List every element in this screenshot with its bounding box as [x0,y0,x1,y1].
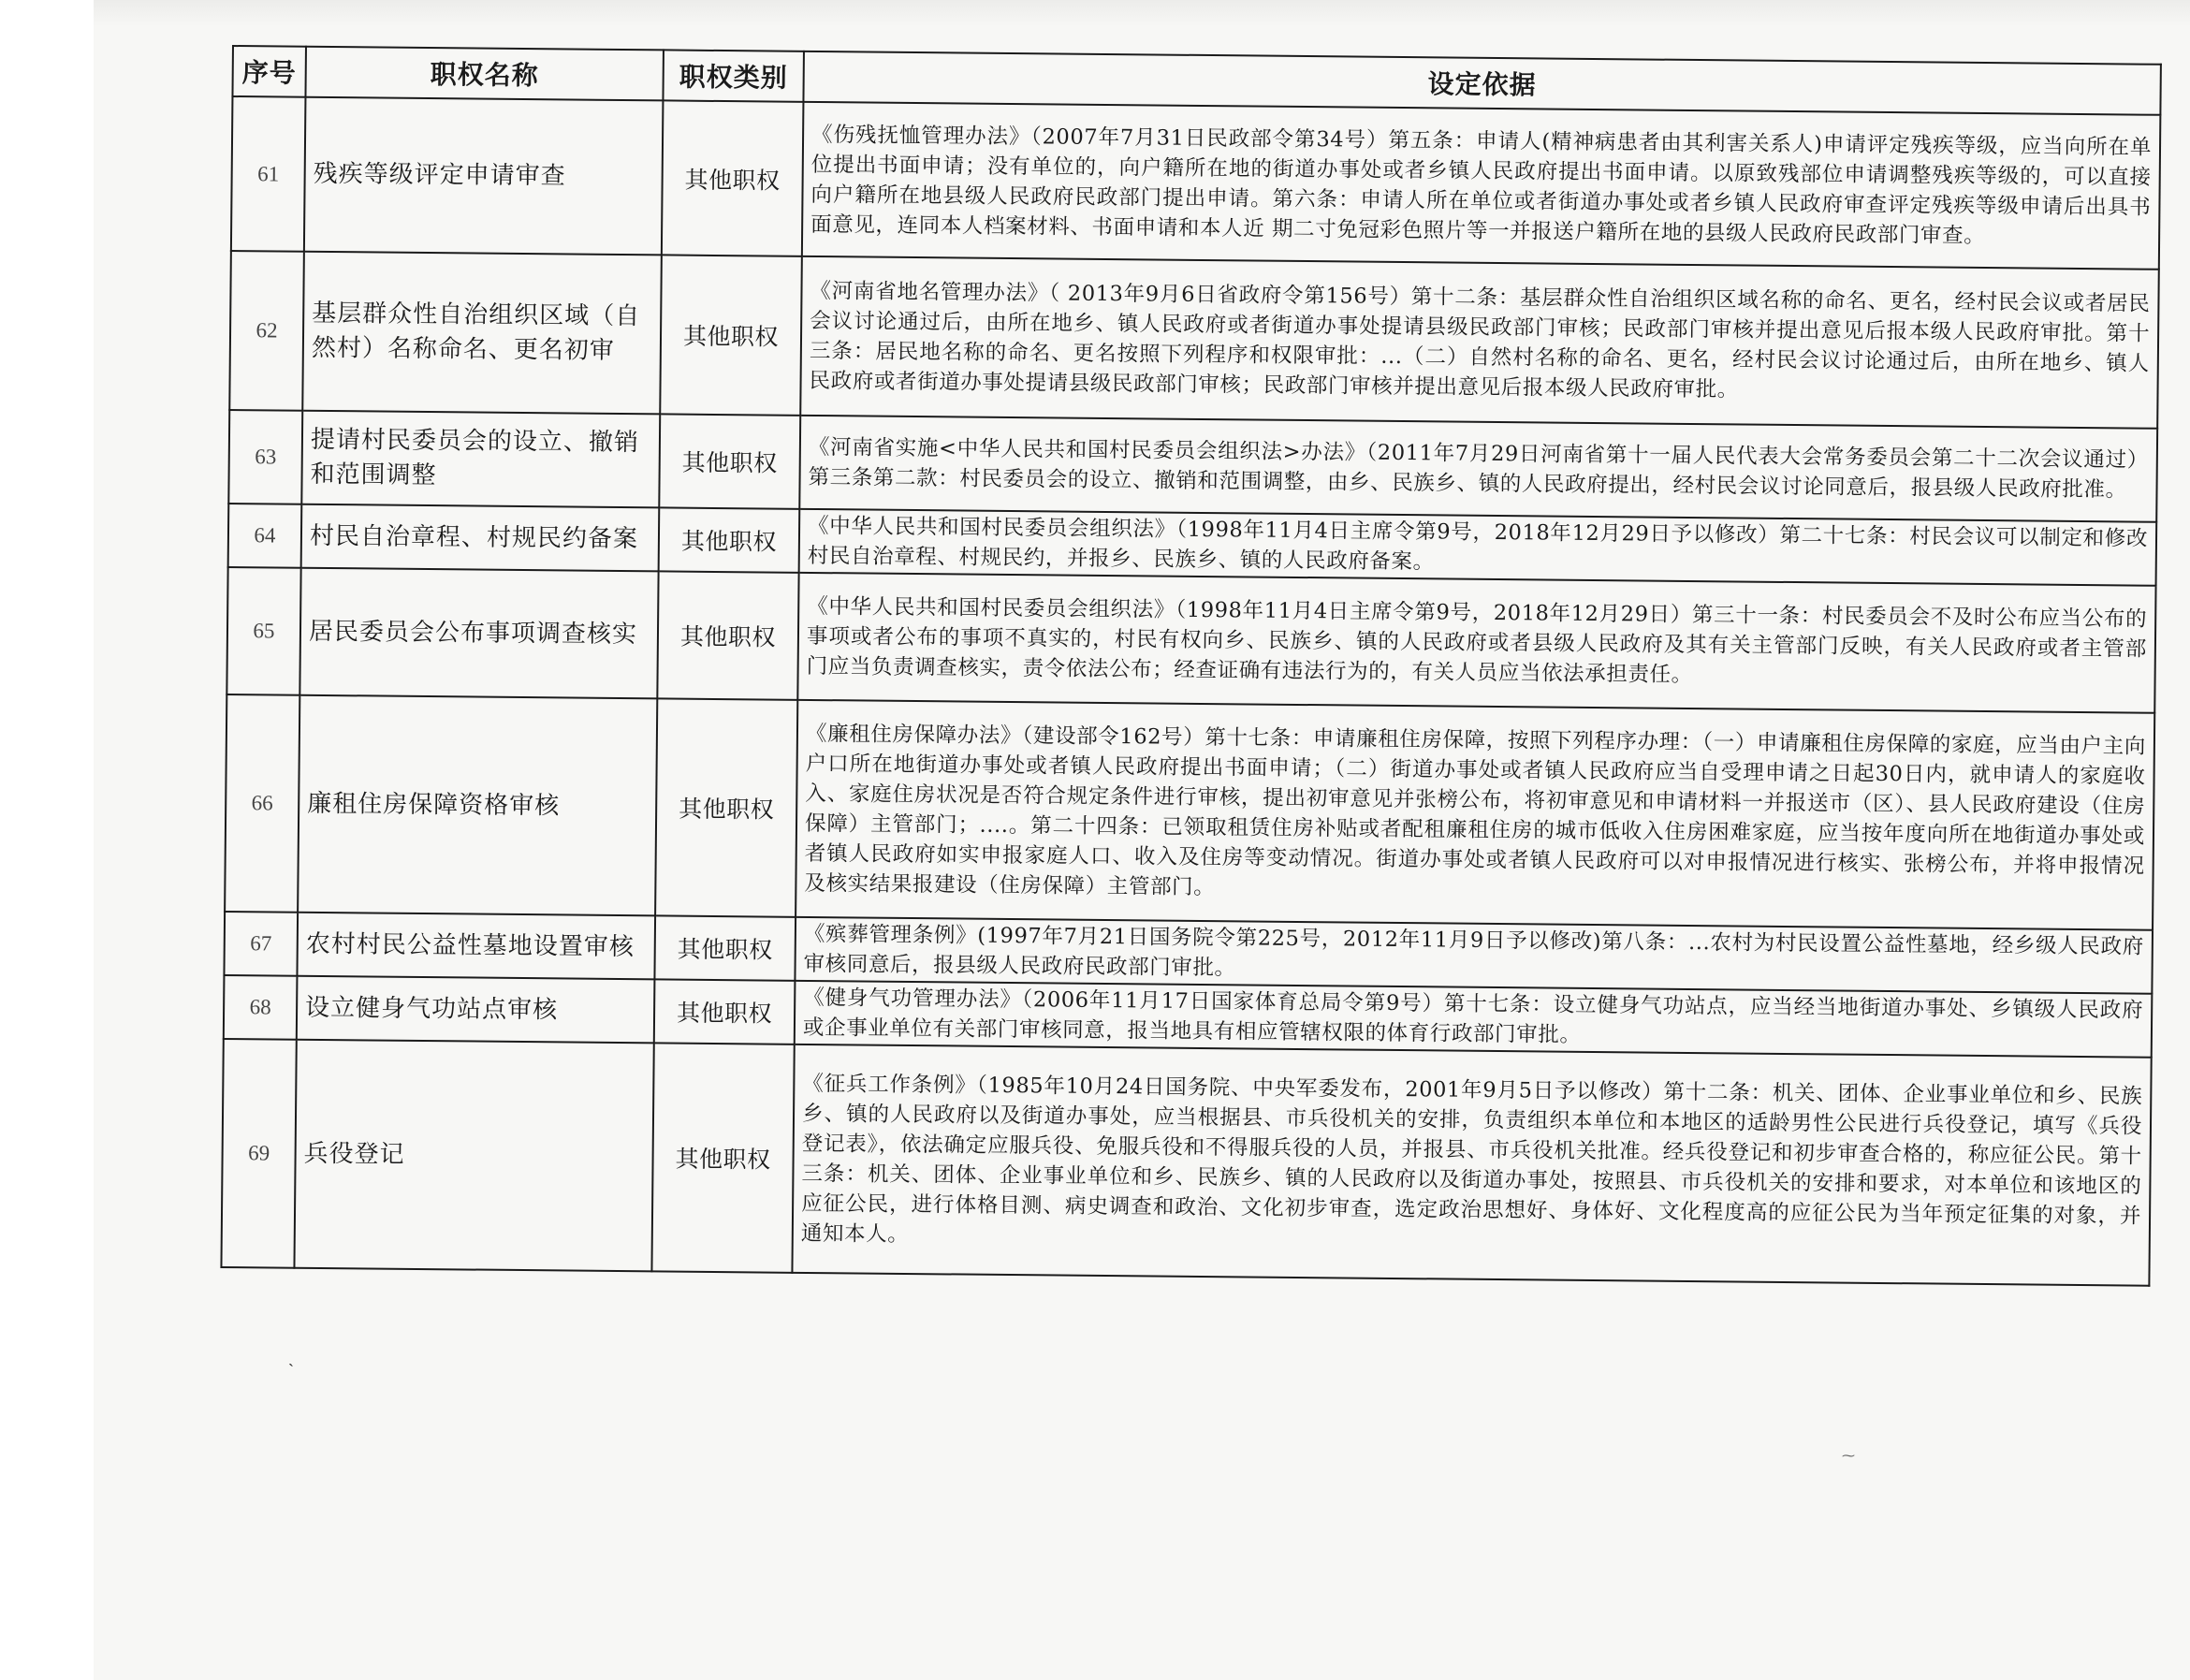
row-name: 提请村民委员会的设立、撤销和范围调整 [301,411,660,508]
row-type: 其他职权 [654,979,796,1044]
table-row [226,567,2155,713]
header-no: 序号 [232,46,306,97]
row-basis: 《健身气功管理办法》（2006年11月17日国家体育总局令第9号）第十七条：设立健身气功站点，应当经当地街道办事处、乡镇级人民政府或企事业单位有关部门审核同意，报当地具有相应管辖权限的体育行政部门审批。 [795,981,2153,1058]
authority-table [220,45,2161,1287]
row-no: 66 [225,694,299,913]
row-name: 居民委员会公布事项调查核实 [299,568,658,699]
scan-speck: ⁓ [1842,1449,1855,1464]
row-no: 63 [228,410,302,504]
row-type: 其他职权 [651,1043,794,1272]
row-name: 村民自治章程、村规民约备案 [301,504,660,572]
row-no: 65 [226,567,300,695]
row-name: 兵役登记 [294,1040,653,1272]
row-no: 68 [224,975,298,1040]
row-no: 64 [228,504,302,568]
scan-speck: ˏ [288,1348,294,1367]
row-type: 其他职权 [657,571,798,699]
row-basis: 《伤残抚恤管理办法》（2007年7月31日民政部令第34号）第五条：申请人(精神病患者由其利害关系人)申请评定残疾等级，应当向所在单位提出书面申请；没有单位的，向户籍所在地的街道办事处或者乡镇人民政府提出书面申请。以原致残部位申请调整残疾等级的，可以直接向户籍所在地县级人民政府民政部门提出申请。第六条：申请人所在单位或者街道办事处或者乡镇人民政府审查评定残疾等级申请后出具书面意见，连同本人档案材料、书面申请和本人近 期二寸免冠彩色照片等一并报送户籍所在地的县级人民政府民政部门审查。 [802,102,2161,270]
header-name: 职权名称 [305,47,664,101]
table-row [228,410,2157,522]
row-name: 残疾等级评定申请审查 [304,97,664,256]
row-basis: 《廉租住房保障办法》（建设部令162号）第十七条：申请廉租住房保障，按照下列程序办理：（一）申请廉租住房保障的家庭，应当由户主向户口所在地街道办事处或者镇人民政府提出书面申请；（二）街道办事处或者镇人民政府应当自受理申请之日起30日内，就申请人的家庭收入、家庭住房状况是否符合规定条件进行审核，提出初审意见并张榜公布，将初审意见和申请材料一并报送市（区）、县人民政府建设（住房保障）主管部门；....。第二十四条：已领取租赁住房补贴或者配租廉租住房的城市低收入住房困难家庭，应当按年度向所在地街道办事处或者镇人民政府如实申报家庭人口、收入及住房等变动情况。街道办事处或者镇人民政府可以对申报情况进行核实、张榜公布，并将申报情况及核实结果报建设（住房保障）主管部门。 [796,700,2154,930]
row-no: 67 [224,912,298,976]
row-no: 69 [221,1039,296,1268]
scan-margin-left [0,0,94,1680]
row-name: 农村村民公益性墓地设置审核 [297,913,655,980]
row-type: 其他职权 [662,100,804,256]
table-row [229,251,2159,429]
row-type: 其他职权 [655,698,797,916]
row-name: 廉租住房保障资格审核 [298,695,657,916]
row-name: 基层群众性自治组织区域（自然村）名称命名、更名初审 [302,252,662,415]
row-no: 61 [231,96,306,252]
row-basis: 《河南省实施<中华人民共和国村民委员会组织法>办法》（2011年7月29日河南省第十一届人民代表大会常务委员会第二十二次会议通过）第三条第二款：村民委员会的设立、撤销和范围调整，由乡、民族乡、镇的人民政府提出，经村民会议讨论同意后，报县级人民政府批准。 [799,416,2157,522]
row-basis: 《中华人民共和国村民委员会组织法》（1998年11月4日主席令第9号，2018年12月29日予以修改）第二十七条：村民会议可以制定和修改村民自治章程、村规民约，并报乡、民族乡、镇的人民政府备案。 [799,509,2157,586]
row-type: 其他职权 [660,255,802,415]
row-no: 62 [229,251,304,411]
row-basis: 《中华人民共和国村民委员会组织法》（1998年11月4日主席令第9号，2018年12月29日）第三十一条：村民委员会不及时公布应当公布的事项或者公布的事项不真实的，村民有权向乡、民族乡、镇的人民政府或者县级人民政府及其有关主管部门反映，有关人民政府或者主管部门应当负责调查核实，责令依法公布；经查证确有违法行为的，有关人员应当依法承担责任。 [797,573,2155,713]
table-row [221,1039,2151,1286]
table-row [225,694,2154,930]
row-type: 其他职权 [659,414,800,508]
row-basis: 《河南省地名管理办法》（ 2013年9月6日省政府令第156号）第十二条：基层群众性自治组织区域名称的命名、更名，经村民会议或者居民会议讨论通过后，由所在地乡、镇人民政府或者街道办事处提请县级民政部门审核；民政部门审核并提出意见后报本级人民政府审批。第十三条：居民地名称的命名、更名按照下列程序和权限审批：...（二）自然村名称的命名、更名，经村民会议讨论通过后，由所在地乡、镇人民政府或者街道办事处提请县级民政部门审核；民政部门审核并提出意见后报本级人民政府审批。 [800,256,2159,429]
row-type: 其他职权 [654,915,796,980]
row-type: 其他职权 [659,507,800,572]
scan-margin-top [94,0,2190,26]
header-basis: 设定依据 [803,51,2160,115]
header-type: 职权类别 [663,50,804,101]
row-basis: 《殡葬管理条例》(1997年7月21日国务院令第225号，2012年11月9日予以修改)第八条：...农村为村民设置公益性墓地，经乡级人民政府审核同意后，报县级人民政府民政部门审批。 [795,917,2153,994]
row-name: 设立健身气功站点审核 [297,976,655,1044]
row-basis: 《征兵工作条例》（1985年10月24日国务院、中央军委发布，2001年9月5日予以修改）第十二条：机关、团体、企业事业单位和乡、民族乡、镇的人民政府以及街道办事处，应当根据县、市兵役机关的安排，负责组织本单位和本地区的适龄男性公民进行兵役登记，填写《兵役登记表》，依法确定应服兵役、免服兵役和不得服兵役的人员，并报县、市兵役机关批准。经兵役登记和初步审查合格的，称应征公民。第十三条：机关、团体、企业事业单位和乡、民族乡、镇的人民政府以及街道办事处，按照县、市兵役机关的安排和要求，对本单位和该地区的应征公民，进行体格目测、病史调查和政治、文化初步审查，选定政治思想好、身体好、文化程度高的应征公民为当年预定征集的对象，并通知本人。 [792,1045,2151,1286]
table-row [231,96,2160,270]
